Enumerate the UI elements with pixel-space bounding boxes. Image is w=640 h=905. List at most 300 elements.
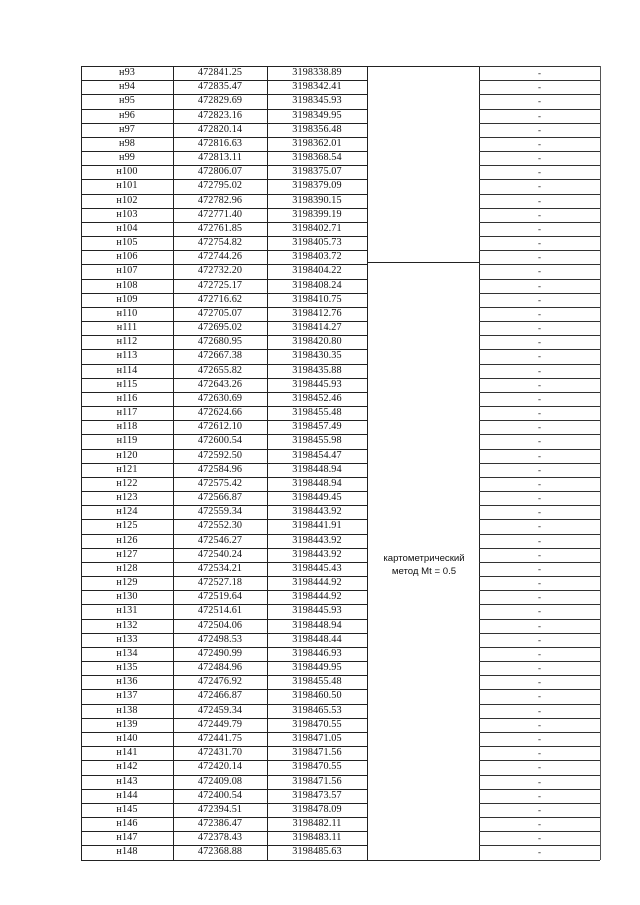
table-row [81, 378, 600, 392]
x-coordinate-cell: 472566.87 [197, 492, 243, 504]
row-border-right [479, 335, 600, 336]
point-cell: н118 [116, 421, 138, 433]
row-border [81, 704, 367, 705]
column-border [367, 66, 368, 860]
y-coordinate-cell: 3198471.56 [292, 747, 342, 759]
table-row [81, 449, 600, 463]
point-cell: н102 [116, 194, 138, 206]
row-border-right [479, 619, 600, 620]
row-border-right [479, 208, 600, 209]
point-cell: н128 [116, 562, 138, 574]
row-border [81, 831, 367, 832]
accuracy-dash-cell: - [537, 563, 542, 574]
accuracy-dash-cell: - [537, 209, 542, 220]
point-cell: н113 [116, 350, 138, 362]
row-border-right [479, 675, 600, 676]
row-border-right [479, 434, 600, 435]
y-coordinate-cell: 3198448.94 [292, 463, 342, 475]
y-coordinate-cell: 3198445.93 [292, 378, 342, 390]
row-border [81, 590, 367, 591]
row-border [81, 123, 367, 124]
table-row [81, 250, 600, 264]
y-coordinate-cell: 3198452.46 [292, 392, 342, 404]
x-coordinate-cell: 472630.69 [197, 392, 243, 404]
x-coordinate-cell: 472795.02 [197, 180, 243, 192]
x-coordinate-cell: 472584.96 [197, 463, 243, 475]
x-coordinate-cell: 472368.88 [197, 846, 243, 858]
point-cell: н101 [116, 180, 138, 192]
y-coordinate-cell: 3198465.53 [292, 704, 342, 716]
point-cell: н137 [116, 690, 138, 702]
row-border [81, 860, 367, 861]
x-coordinate-cell: 472400.54 [197, 789, 243, 801]
table-row [81, 789, 600, 803]
row-border [81, 604, 367, 605]
x-coordinate-cell: 472514.61 [197, 605, 243, 617]
row-border-right [479, 534, 600, 535]
x-coordinate-cell: 472716.62 [197, 293, 243, 305]
x-coordinate-cell: 472527.18 [197, 577, 243, 589]
row-border [81, 94, 367, 95]
point-cell: н112 [116, 336, 138, 348]
accuracy-dash-cell: - [537, 436, 542, 447]
table-row [81, 123, 600, 137]
row-border-right [479, 519, 600, 520]
table-row [81, 590, 600, 604]
accuracy-dash-cell: - [537, 833, 542, 844]
x-coordinate-cell: 472806.07 [197, 166, 243, 178]
point-cell: н96 [119, 109, 135, 121]
row-border [81, 264, 367, 265]
row-border [81, 137, 367, 138]
accuracy-dash-cell: - [537, 847, 542, 858]
row-border-right [479, 633, 600, 634]
accuracy-dash-cell: - [537, 620, 542, 631]
row-border-right [479, 66, 600, 67]
row-border-right [479, 505, 600, 506]
row-border [81, 151, 367, 152]
point-cell: н108 [116, 279, 138, 291]
table-row [81, 604, 600, 618]
table-row [81, 463, 600, 477]
row-border-right [479, 817, 600, 818]
x-coordinate-cell: 472476.92 [197, 676, 243, 688]
table-row [81, 208, 600, 222]
row-border [81, 760, 367, 761]
accuracy-dash-cell: - [537, 592, 542, 603]
table-row [81, 619, 600, 633]
row-border-right [479, 349, 600, 350]
y-coordinate-cell: 3198375.07 [292, 166, 342, 178]
point-cell: н114 [116, 364, 138, 376]
row-border-right [479, 491, 600, 492]
row-border-right [479, 463, 600, 464]
row-border [81, 491, 367, 492]
point-cell: н115 [116, 378, 138, 390]
accuracy-dash-cell: - [537, 294, 542, 305]
row-border-right [479, 279, 600, 280]
x-coordinate-cell: 472695.02 [197, 322, 243, 334]
row-border-right [479, 860, 600, 861]
table-row [81, 137, 600, 151]
method-note [370, 552, 478, 578]
method-column-border [367, 66, 479, 67]
table-row [81, 194, 600, 208]
row-border [81, 321, 367, 322]
row-border [81, 633, 367, 634]
x-coordinate-cell: 472519.64 [197, 591, 243, 603]
y-coordinate-cell: 3198338.89 [292, 67, 342, 78]
point-cell: н139 [116, 718, 138, 730]
row-border [81, 194, 367, 195]
y-coordinate-cell: 3198399.19 [292, 208, 342, 220]
table-row [81, 689, 600, 703]
x-coordinate-cell: 472378.43 [197, 832, 243, 844]
accuracy-dash-cell: - [537, 804, 542, 815]
row-border-right [479, 590, 600, 591]
accuracy-dash-cell: - [537, 733, 542, 744]
x-coordinate-cell: 472705.07 [197, 307, 243, 319]
y-coordinate-cell: 3198342.41 [292, 81, 342, 93]
accuracy-dash-cell: - [537, 124, 542, 135]
row-border [81, 661, 367, 662]
point-cell: н141 [116, 747, 138, 759]
y-coordinate-cell: 3198470.55 [292, 761, 342, 773]
accuracy-dash-cell: - [537, 167, 542, 178]
point-cell: н97 [119, 123, 135, 135]
row-border [81, 109, 367, 110]
table-row [81, 349, 600, 363]
row-border [81, 732, 367, 733]
accuracy-dash-cell: - [537, 96, 542, 107]
point-cell: н116 [116, 392, 138, 404]
row-border-right [479, 689, 600, 690]
x-coordinate-cell: 472835.47 [197, 81, 243, 93]
row-border-right [479, 109, 600, 110]
x-coordinate-cell: 472732.20 [197, 265, 243, 277]
table-row [81, 321, 600, 335]
x-coordinate-cell: 472771.40 [197, 208, 243, 220]
table-row [81, 633, 600, 647]
row-border [81, 789, 367, 790]
table-row [81, 477, 600, 491]
accuracy-dash-cell: - [537, 648, 542, 659]
table-row [81, 80, 600, 94]
point-cell: н126 [116, 534, 138, 546]
point-cell: н138 [116, 704, 138, 716]
point-cell: н136 [116, 676, 138, 688]
y-coordinate-cell: 3198449.95 [292, 662, 342, 674]
table-row [81, 760, 600, 774]
point-cell: н132 [116, 619, 138, 631]
y-coordinate-cell: 3198443.92 [292, 506, 342, 518]
y-coordinate-cell: 3198362.01 [292, 137, 342, 149]
table-row [81, 279, 600, 293]
x-coordinate-cell: 472667.38 [197, 350, 243, 362]
y-coordinate-cell: 3198448.94 [292, 619, 342, 631]
point-cell: н129 [116, 577, 138, 589]
point-cell: н145 [116, 803, 138, 815]
point-cell: н131 [116, 605, 138, 617]
accuracy-dash-cell: - [537, 719, 542, 730]
x-coordinate-cell: 472813.11 [198, 152, 242, 164]
row-border [81, 647, 367, 648]
point-cell: н98 [119, 137, 135, 149]
table-row [81, 803, 600, 817]
table-row [81, 675, 600, 689]
row-border [81, 803, 367, 804]
x-coordinate-cell: 472600.54 [197, 435, 243, 447]
row-border [81, 548, 367, 549]
x-coordinate-cell: 472441.75 [197, 732, 243, 744]
row-border [81, 236, 367, 237]
x-coordinate-cell: 472534.21 [197, 562, 243, 574]
table-row [81, 94, 600, 108]
y-coordinate-cell: 3198402.71 [292, 222, 342, 234]
table-row [81, 491, 600, 505]
method-column-border [367, 262, 479, 263]
y-coordinate-cell: 3198449.45 [292, 492, 342, 504]
accuracy-dash-cell: - [537, 138, 542, 149]
row-border-right [479, 449, 600, 450]
table-row [81, 364, 600, 378]
accuracy-dash-cell: - [537, 252, 542, 263]
accuracy-dash-cell: - [537, 606, 542, 617]
point-cell: н146 [116, 818, 138, 829]
row-border [81, 449, 367, 450]
point-cell: н93 [119, 67, 135, 78]
row-border-right [479, 746, 600, 747]
accuracy-dash-cell: - [537, 379, 542, 390]
table-row [81, 732, 600, 746]
accuracy-dash-cell: - [537, 790, 542, 801]
row-border-right [479, 562, 600, 563]
x-coordinate-cell: 472466.87 [197, 690, 243, 702]
row-border-right [479, 732, 600, 733]
accuracy-dash-cell: - [537, 677, 542, 688]
y-coordinate-cell: 3198448.94 [292, 477, 342, 489]
row-border [81, 349, 367, 350]
x-coordinate-cell: 472459.34 [197, 704, 243, 716]
row-border [81, 775, 367, 776]
y-coordinate-cell: 3198454.47 [292, 449, 342, 461]
x-coordinate-cell: 472394.51 [197, 803, 243, 815]
row-border-right [479, 803, 600, 804]
point-cell: н94 [119, 81, 135, 93]
row-border-right [479, 661, 600, 662]
point-cell: н142 [116, 761, 138, 773]
y-coordinate-cell: 3198379.09 [292, 180, 342, 192]
x-coordinate-cell: 472431.70 [197, 747, 243, 759]
point-cell: н110 [116, 307, 138, 319]
row-border [81, 576, 367, 577]
point-cell: н95 [119, 95, 135, 107]
row-border [81, 420, 367, 421]
y-coordinate-cell: 3198478.09 [292, 803, 342, 815]
x-coordinate-cell: 472540.24 [197, 548, 243, 560]
point-cell: н135 [116, 662, 138, 674]
x-coordinate-cell: 472575.42 [197, 477, 243, 489]
row-border-right [479, 123, 600, 124]
row-border-right [479, 80, 600, 81]
method-note-line-2: метод Mt = 0.5 [391, 566, 457, 577]
accuracy-dash-cell: - [537, 393, 542, 404]
point-cell: н124 [116, 506, 138, 518]
row-border-right [479, 647, 600, 648]
accuracy-dash-cell: - [537, 819, 542, 829]
x-coordinate-cell: 472386.47 [197, 818, 243, 829]
row-border-right [479, 718, 600, 719]
accuracy-dash-cell: - [537, 280, 542, 291]
point-cell: н103 [116, 208, 138, 220]
y-coordinate-cell: 3198455.98 [292, 435, 342, 447]
x-coordinate-cell: 472754.82 [197, 237, 243, 249]
row-border [81, 477, 367, 478]
y-coordinate-cell: 3198473.57 [292, 789, 342, 801]
point-cell: н127 [116, 548, 138, 560]
accuracy-dash-cell: - [537, 578, 542, 589]
point-cell: н122 [116, 477, 138, 489]
accuracy-dash-cell: - [537, 82, 542, 93]
point-cell: н104 [116, 222, 138, 234]
y-coordinate-cell: 3198443.92 [292, 548, 342, 560]
accuracy-dash-cell: - [537, 663, 542, 674]
table-row [81, 165, 600, 179]
y-coordinate-cell: 3198443.92 [292, 534, 342, 546]
row-border [81, 534, 367, 535]
row-border [81, 293, 367, 294]
x-coordinate-cell: 472498.53 [197, 633, 243, 645]
row-border-right [479, 406, 600, 407]
table-row [81, 236, 600, 250]
row-border [81, 364, 367, 365]
row-border-right [479, 789, 600, 790]
accuracy-dash-cell: - [537, 181, 542, 192]
row-border [81, 434, 367, 435]
x-coordinate-cell: 472655.82 [197, 364, 243, 376]
table-row [81, 519, 600, 533]
accuracy-dash-cell: - [537, 153, 542, 164]
y-coordinate-cell: 3198356.48 [292, 123, 342, 135]
x-coordinate-cell: 472829.69 [197, 95, 243, 107]
row-border [81, 250, 367, 251]
row-border-right [479, 576, 600, 577]
x-coordinate-cell: 472841.25 [197, 67, 243, 78]
table-row [81, 434, 600, 448]
point-cell: н125 [116, 520, 138, 532]
table-row [81, 562, 600, 576]
row-border-right [479, 321, 600, 322]
accuracy-dash-cell: - [537, 238, 542, 249]
row-border-right [479, 760, 600, 761]
row-border [81, 335, 367, 336]
y-coordinate-cell: 3198408.24 [292, 279, 342, 291]
point-cell: н147 [116, 832, 138, 844]
row-border [81, 378, 367, 379]
table-row [81, 775, 600, 789]
x-coordinate-cell: 472820.14 [197, 123, 243, 135]
table-row [81, 534, 600, 548]
point-cell: н111 [116, 322, 138, 334]
accuracy-dash-cell: - [537, 337, 542, 348]
row-border [81, 307, 367, 308]
method-column-border [367, 860, 479, 861]
table-row [81, 406, 600, 420]
accuracy-dash-cell: - [537, 521, 542, 532]
row-border [81, 279, 367, 280]
accuracy-dash-cell: - [537, 110, 542, 121]
y-coordinate-cell: 3198410.75 [292, 293, 342, 305]
point-cell: н105 [116, 237, 138, 249]
x-coordinate-cell: 472744.26 [197, 251, 243, 263]
y-coordinate-cell: 3198430.35 [292, 350, 342, 362]
row-border [81, 817, 367, 818]
accuracy-dash-cell: - [537, 365, 542, 376]
y-coordinate-cell: 3198445.43 [292, 562, 342, 574]
table-row [81, 293, 600, 307]
row-border [81, 406, 367, 407]
y-coordinate-cell: 3198470.55 [292, 718, 342, 730]
point-cell: н120 [116, 449, 138, 461]
y-coordinate-cell: 3198414.27 [292, 322, 342, 334]
point-cell: н117 [116, 407, 138, 419]
point-cell: н148 [116, 846, 138, 858]
point-cell: н130 [116, 591, 138, 603]
y-coordinate-cell: 3198455.48 [292, 676, 342, 688]
row-border [81, 80, 367, 81]
row-border-right [479, 420, 600, 421]
x-coordinate-cell: 472409.08 [197, 775, 243, 787]
accuracy-dash-cell: - [537, 323, 542, 334]
y-coordinate-cell: 3198412.76 [292, 307, 342, 319]
x-coordinate-cell: 472546.27 [197, 534, 243, 546]
row-border [81, 845, 367, 846]
row-border [81, 222, 367, 223]
x-coordinate-cell: 472552.30 [197, 520, 243, 532]
accuracy-dash-cell: - [537, 535, 542, 546]
y-coordinate-cell: 3198457.49 [292, 421, 342, 433]
row-border [81, 689, 367, 690]
x-coordinate-cell: 472643.26 [197, 378, 243, 390]
table-row [81, 109, 600, 123]
point-cell: н143 [116, 775, 138, 787]
accuracy-dash-cell: - [537, 223, 542, 234]
row-border-right [479, 137, 600, 138]
table-row [81, 661, 600, 675]
accuracy-dash-cell: - [537, 549, 542, 560]
row-border [81, 66, 367, 67]
accuracy-dash-cell: - [537, 351, 542, 362]
y-coordinate-cell: 3198482.11 [292, 818, 342, 829]
accuracy-dash-cell: - [537, 493, 542, 504]
row-border-right [479, 364, 600, 365]
row-border [81, 392, 367, 393]
accuracy-dash-cell: - [537, 748, 542, 759]
accuracy-dash-cell: - [537, 464, 542, 475]
point-cell: н121 [116, 463, 138, 475]
row-border-right [479, 477, 600, 478]
x-coordinate-cell: 472490.99 [197, 647, 243, 659]
row-border [81, 519, 367, 520]
accuracy-dash-cell: - [537, 634, 542, 645]
y-coordinate-cell: 3198444.92 [292, 577, 342, 589]
table-row [81, 264, 600, 278]
accuracy-dash-cell: - [537, 422, 542, 433]
y-coordinate-cell: 3198445.93 [292, 605, 342, 617]
table-row [81, 576, 600, 590]
accuracy-dash-cell: - [537, 691, 542, 702]
y-coordinate-cell: 3198404.22 [292, 265, 342, 277]
